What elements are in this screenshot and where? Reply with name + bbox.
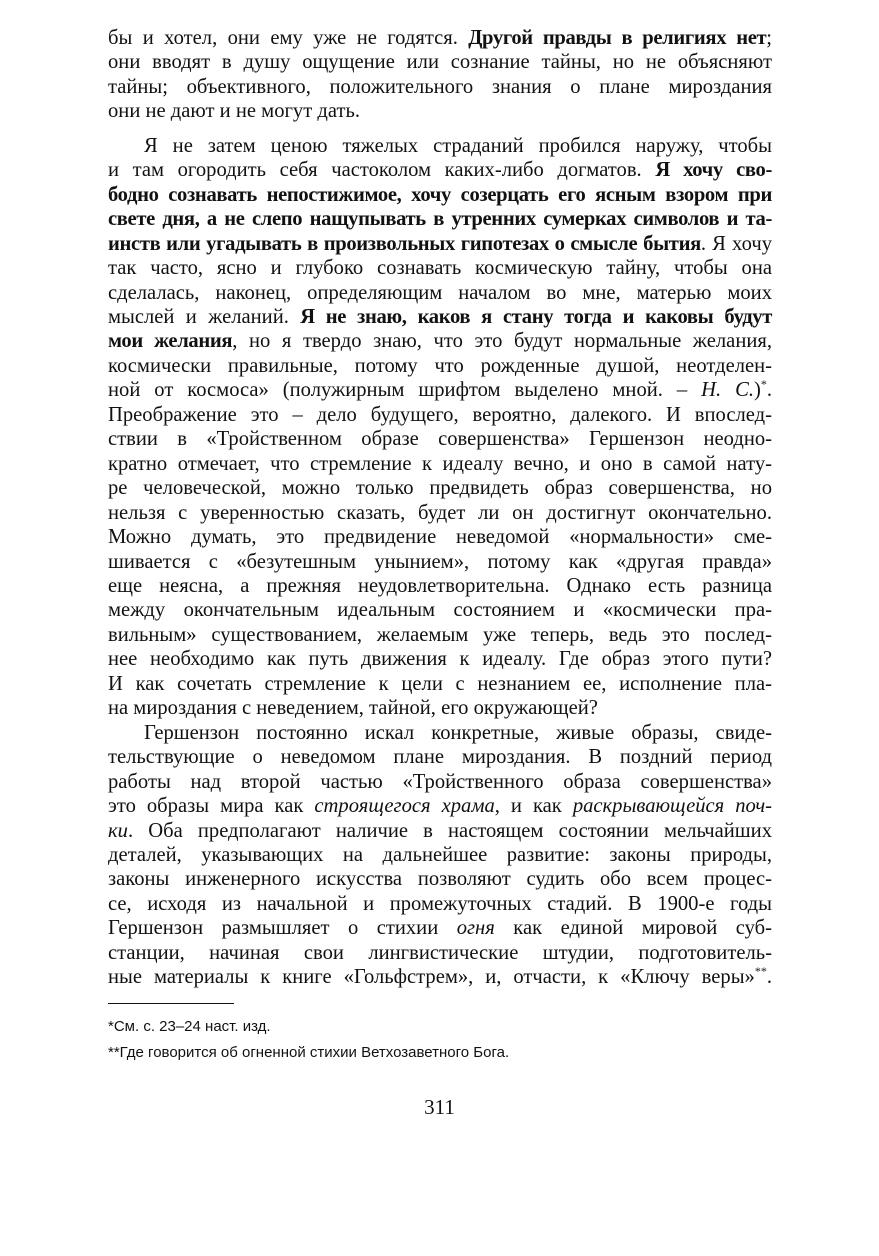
text-line: станции, начиная свои лингвистические штудии, подготовитель- <box>108 941 772 964</box>
text-line: нельзя с уверенностью сказать, будет ли он достигнут окончательно. <box>108 501 772 524</box>
text-line: это образы мира как строящегося храма, и как раскрывающейся поч- <box>108 795 772 818</box>
footnote-marker: * <box>760 377 767 392</box>
bold-emphasis: Другой правды в религиях нет <box>468 27 767 49</box>
footnote-marker: ** <box>754 964 767 979</box>
text-line: Гершензон постоянно искал конкретные, живые образы, свиде- <box>144 721 772 744</box>
italic-emphasis: огня <box>456 917 495 940</box>
bold-emphasis: мои желания <box>108 330 233 353</box>
text-line: сделалась, наконец, определяющим началом во мне, матерью моих <box>108 281 772 304</box>
text-line: нее необходимо как путь движения к идеалу. Где образ этого пути? <box>108 648 772 671</box>
paragraph-1 <box>108 26 772 124</box>
text-line: инств или угадывать в произвольных гипотезах о смысле бытия. Я хочу <box>108 232 772 255</box>
text-line: вильным» существованием, желаемым уже теперь, ведь это послед- <box>108 623 772 646</box>
italic-emphasis: раскрывающейся поч- <box>572 795 772 818</box>
text-line: мои желания, но я твердо знаю, что это будут нормальные желания, <box>108 330 772 353</box>
text-line: на мироздания с неведением, тайной, его окружающей? <box>108 697 598 720</box>
bold-emphasis: Я хочу сво- <box>655 159 772 182</box>
text-line: бы и хотел, они ему уже не годятся. Другой правды в религиях нет; <box>108 27 772 49</box>
text-line: и там огородить себя частоколом каких-либо догматов. Я хочу сво- <box>108 159 772 182</box>
text-line: Преображение это – дело будущего, вероятно, далекого. И впослед- <box>108 403 772 426</box>
text-line: еще неясна, а прежняя неудовлетворительна. Однако есть разница <box>108 574 772 597</box>
text-line: кратно отмечает, что стремление к идеалу вечно, и оно в самой нату- <box>108 452 772 475</box>
bold-emphasis: бодно сознавать непостижимое, хочу созерцать его ясным взором при <box>108 183 772 206</box>
text-line: работы над второй частью «Тройственного образа совершенства» <box>108 770 772 793</box>
bold-emphasis: Я не знаю, каков я стану тогда и каковы будут <box>300 305 772 328</box>
page-number: 311 <box>424 1095 455 1119</box>
text-line: И как сочетать стремление к цели с незнанием ее, исполнение пла- <box>108 672 772 695</box>
bold-emphasis: инств или угадывать в произвольных гипотезах о смысле бытия <box>108 232 701 255</box>
text-line: между окончательным идеальным состоянием и «космически пра- <box>108 599 772 622</box>
paragraph-gap <box>108 124 772 134</box>
text-line: се, исходя из начальной и промежуточных стадий. В 1900-е годы <box>108 892 772 915</box>
footnotes <box>108 1014 772 1066</box>
footnote-1: *См. с. 23–24 наст. изд. <box>108 1018 271 1035</box>
italic-emphasis: строящегося храма <box>314 795 495 818</box>
italic-emphasis: ки <box>108 819 128 842</box>
text-line: ре человеческой, можно только предвидеть образ совершенства, но <box>108 477 772 500</box>
text-line: ствии в «Тройственном образе совершенства» Гершензон неодно- <box>108 428 772 451</box>
footnote-2: **Где говорится об огненной стихии Ветхозаветного Бога. <box>108 1044 510 1061</box>
text-line: они вводят в душу ощущение или сознание тайны, но не объясняют <box>108 51 772 74</box>
text-line: так часто, ясно и глубоко сознавать космическую тайну, чтобы она <box>108 257 772 280</box>
text-line: тайны; объективного, положительного знания о плане мироздания <box>108 75 772 98</box>
text-line <box>108 183 772 207</box>
text-line: шивается с «безутешным унынием», потому как «другая правда» <box>108 550 772 573</box>
text-line: ки. Оба предполагают наличие в настоящем состоянии мельчайших <box>108 819 772 842</box>
text-line: деталей, указывающих на дальнейшее развитие: законы природы, <box>108 843 772 866</box>
text-line: тельствующие о неведомом плане мироздания. В поздний период <box>108 746 772 769</box>
text-line: законы инженерного искусства позволяют судить обо всем процес- <box>108 868 772 891</box>
text-line: космически правильные, потому что рожденные душой, неотделен- <box>108 354 772 377</box>
text-line: Я не затем ценою тяжелых страданий пробился наружу, чтобы <box>144 134 772 157</box>
text-line: ной от космоса» (полужирным шрифтом выделено мной. – Н. С.)*. <box>108 377 772 402</box>
footnote-divider <box>108 1003 234 1004</box>
text-line: ные материалы к книге «Гольфстрем», и, отчасти, к «Ключу веры»**. <box>108 964 772 989</box>
paragraph-2 <box>108 134 772 721</box>
text-line: мыслей и желаний. Я не знаю, каков я стану тогда и каковы будут <box>108 305 772 328</box>
page-body <box>108 26 772 990</box>
text-line: Гершензон размышляет о стихии огня как единой мировой суб- <box>108 917 772 940</box>
text-line <box>108 207 772 231</box>
bold-emphasis: свете дня, а не слепо нащупывать в утренних сумерках символов и та- <box>108 208 772 231</box>
italic-initials: Н. С. <box>701 379 754 402</box>
text-line: Можно думать, это предвидение неведомой «нормальности» сме- <box>108 526 772 549</box>
paragraph-3 <box>108 721 772 990</box>
text-line: они не дают и не могут дать. <box>108 100 361 123</box>
